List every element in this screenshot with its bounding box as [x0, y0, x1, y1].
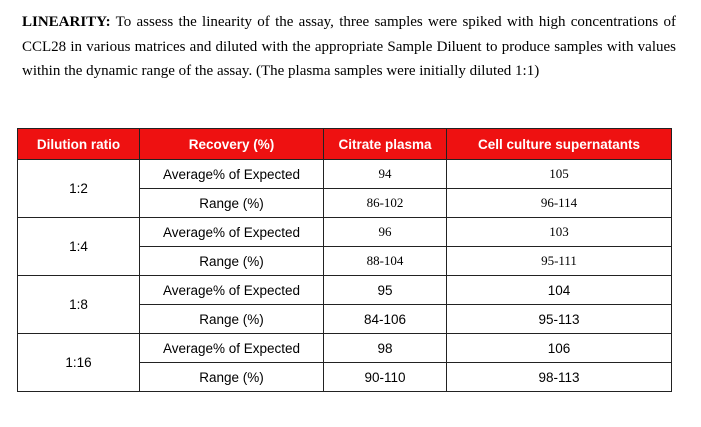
- recovery-label: Average% of Expected: [140, 218, 324, 247]
- supernatant-value: 103: [447, 218, 672, 247]
- recovery-label: Range (%): [140, 305, 324, 334]
- plasma-value: 98: [324, 334, 447, 363]
- table-row: [18, 160, 672, 189]
- dilution-ratio-cell: 1:8: [18, 276, 140, 334]
- recovery-label: Average% of Expected: [140, 160, 324, 189]
- plasma-value: 86-102: [324, 189, 447, 218]
- plasma-value: 94: [324, 160, 447, 189]
- header-dilution-ratio: Dilution ratio: [18, 129, 140, 160]
- table-header-row: [18, 129, 672, 160]
- supernatant-value: 98-113: [447, 363, 672, 392]
- supernatant-value: 106: [447, 334, 672, 363]
- supernatant-value: 95-113: [447, 305, 672, 334]
- header-recovery: Recovery (%): [140, 129, 324, 160]
- supernatant-value: 104: [447, 276, 672, 305]
- table-row: [18, 276, 672, 305]
- header-cell-culture: Cell culture supernatants: [447, 129, 672, 160]
- plasma-value: 88-104: [324, 247, 447, 276]
- table-row: [18, 218, 672, 247]
- recovery-label: Range (%): [140, 189, 324, 218]
- recovery-label: Range (%): [140, 247, 324, 276]
- dilution-ratio-cell: 1:2: [18, 160, 140, 218]
- supernatant-value: 95-111: [447, 247, 672, 276]
- linearity-paragraph: [22, 10, 676, 84]
- recovery-label: Average% of Expected: [140, 334, 324, 363]
- dilution-ratio-cell: 1:4: [18, 218, 140, 276]
- plasma-value: 95: [324, 276, 447, 305]
- supernatant-value: 96-114: [447, 189, 672, 218]
- linearity-lead: LINEARITY:: [22, 14, 111, 30]
- plasma-value: 90-110: [324, 363, 447, 392]
- linearity-table: [17, 128, 672, 392]
- table-row: [18, 334, 672, 363]
- recovery-label: Range (%): [140, 363, 324, 392]
- linearity-text: To assess the linearity of the assay, three samples were spiked with high concentrations of CCL28 in various matrices and diluted with the appropriate Sample Diluent to produce samples with values within the dynamic range of the assay. (The plasma samples were initially diluted 1:1): [22, 14, 676, 79]
- plasma-value: 96: [324, 218, 447, 247]
- recovery-label: Average% of Expected: [140, 276, 324, 305]
- dilution-ratio-cell: 1:16: [18, 334, 140, 392]
- plasma-value: 84-106: [324, 305, 447, 334]
- header-citrate-plasma: Citrate plasma: [324, 129, 447, 160]
- supernatant-value: 105: [447, 160, 672, 189]
